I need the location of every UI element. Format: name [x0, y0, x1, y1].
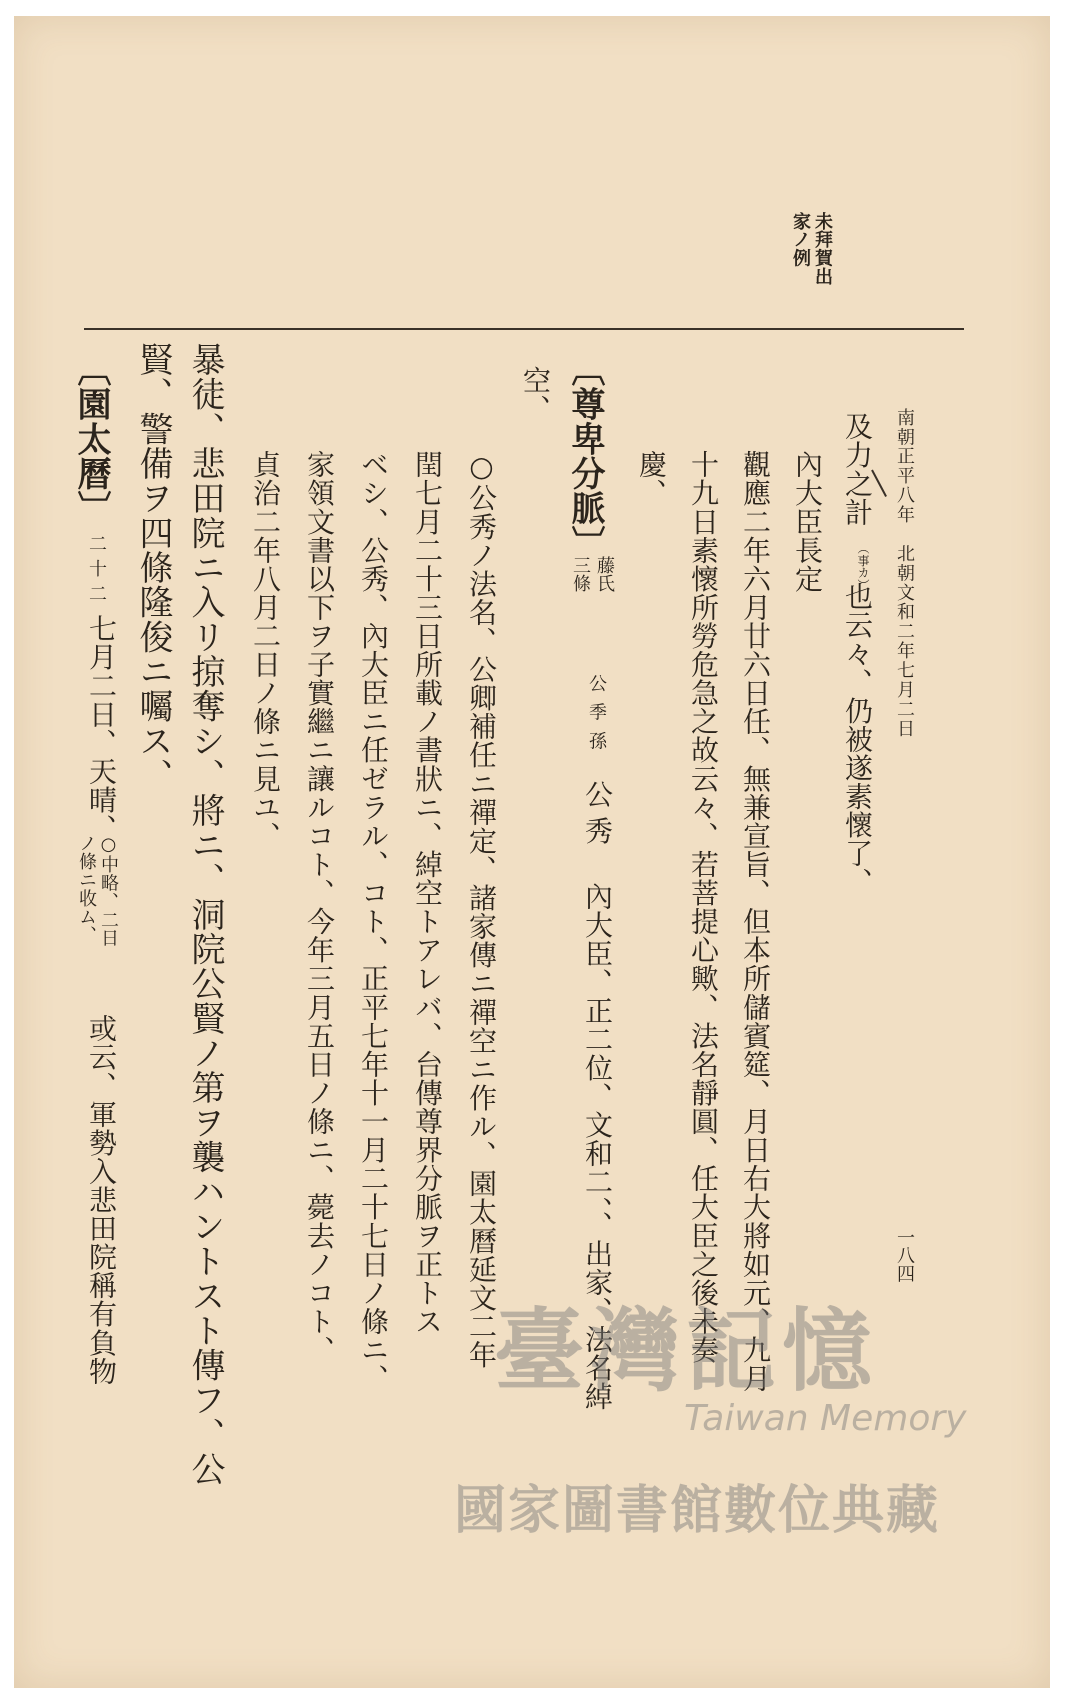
source-bracket-sonpibunmyaku: 〔尊卑分脈〕: [565, 352, 605, 561]
source-bracket-entaireki: 〔園太曆〕: [71, 352, 111, 526]
header-rule: [84, 328, 964, 330]
watermark-logo-text: 臺灣記憶: [494, 1299, 878, 1404]
text-line-15-date: 七月二日、天晴、: [85, 614, 118, 843]
text-line-1b: 也云々、仍被遂素懷了、: [841, 582, 874, 897]
text-line-3: 觀應二年六月廿六日任、無兼宣旨、但本所儲賓筵、月日右大將如元、九月: [739, 450, 772, 1393]
text-line-1a: 及力之計: [841, 412, 874, 527]
running-head: 南朝正平八年 北朝文和二年七月二日: [894, 408, 915, 739]
text-line-7: 空、: [519, 366, 552, 424]
text-line-6-rest: 內大臣、正二位、文和二、、出家、法名綽: [581, 882, 614, 1411]
page-number: 一八四: [894, 1228, 915, 1284]
text-line-5: 慶、: [635, 450, 668, 508]
text-line-10: ベシ、公秀、內大臣ニ任ゼラル、コト、正平七年十一月二十七日ノ條ニ、: [357, 450, 390, 1393]
text-line-4: 十九日素懷所勞危急之故云々、若菩提心歟、法名靜圓、任大臣之後未奏: [687, 450, 720, 1364]
text-line-2: 內大臣長定: [791, 450, 824, 593]
text-line-6-sub2: 三條: [570, 556, 591, 593]
text-line-15-note2: ノ條ニ收ム、: [76, 834, 97, 945]
text-line-11: 家領文書以下ヲ子實繼ニ讓ルコト、今年三月五日ノ條ニ、薨去ノコト、: [303, 450, 336, 1364]
text-line-9: 閏七月二十三日所載ノ書狀ニ、綽空トアレバ、台傳尊界分脈ヲ正トス: [411, 450, 444, 1336]
text-line-8: ○公秀ノ法名、公卿補任ニ禪定、諸家傳ニ禪空ニ作ル、園太曆延文二年: [465, 450, 498, 1369]
margin-note-line-1: 未拜賀出: [812, 212, 833, 286]
text-line-12: 貞治二年八月二日ノ條ニ見ユ、: [249, 450, 282, 850]
watermark-library-name: 國家圖書館數位典藏: [454, 1481, 941, 1541]
entry-headline-line-2: 賢、警備ヲ四條隆俊ニ囑ス、: [133, 342, 173, 793]
entry-headline-line-1: 暴徒、悲田院ニ入リ掠奪シ、將ニ、洞院公賢ノ第ヲ襲ハントスト傳フ、公: [185, 342, 225, 1487]
watermark-subtitle: Taiwan Memory: [684, 1398, 967, 1439]
document-page: [14, 16, 1050, 1688]
text-line-1-gloss: （事カ）: [856, 542, 870, 591]
text-line-15-num: 二十二: [86, 534, 107, 610]
margin-note-line-2: 家ノ例: [790, 212, 811, 268]
text-line-6-name2: 公秀: [581, 780, 614, 853]
text-line-6-name1: 公季孫: [586, 674, 607, 761]
text-line-6-sub1: 藤氏: [594, 556, 615, 593]
text-line-15-rest: 或云、軍勢入悲田院稱有負物: [85, 1014, 118, 1386]
text-line-15-note1: ○中略、二日: [98, 834, 119, 948]
library-watermark: [454, 1278, 1014, 1541]
